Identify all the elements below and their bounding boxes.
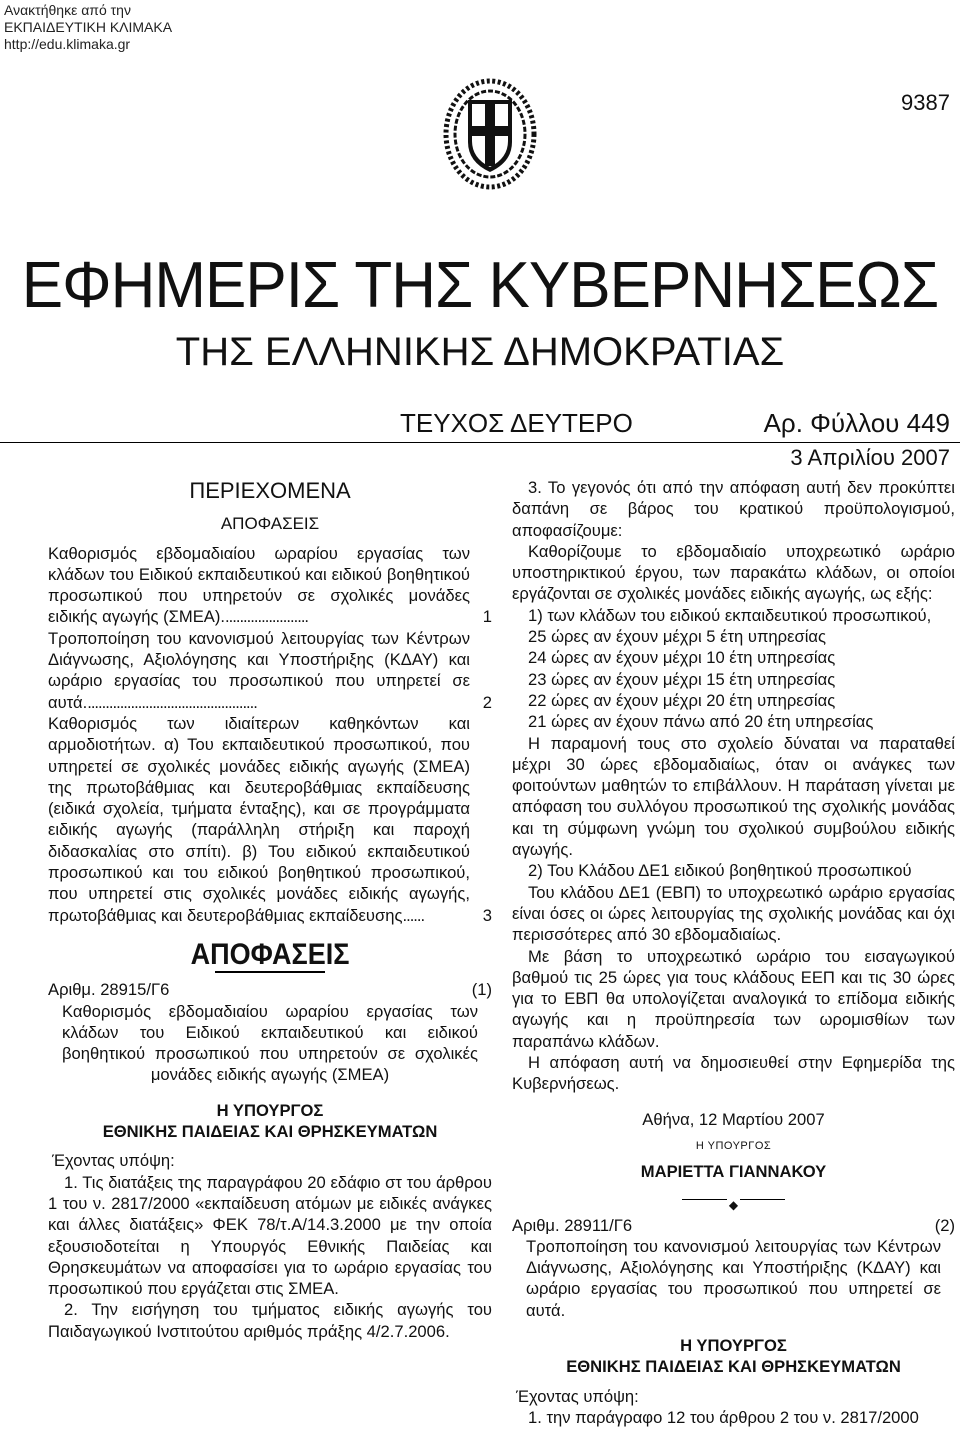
- toc-entry-page: 2: [482, 692, 492, 712]
- decision-title: Τροποποίηση του κανονισμού λειτουργίας των Κέντρων Διάγνωσης, Αξιολόγησης και Υποστήριξης (ΚΔΑΥ) και ωράριο εργασίας του προσωπικού που υπηρετεί σε αυτά.: [526, 1236, 941, 1320]
- gazette-subtitle: ΤΗΣ ΕΛΛΗΝΙΚΗΣ ΔΗΜΟΚΡΑΤΙΑΣ: [175, 330, 785, 374]
- hours-item: 21 ώρες αν έχουν πάνω από 20 έτη υπηρεσίας: [528, 712, 874, 732]
- decision-title: Καθορισμός εβδομαδιαίου ωραρίου εργασίας των κλάδων του Ειδικού εκπαιδευτικού και ειδικού βοηθητικού προσωπικού που υπηρετούν σε σχολικές μονάδες ειδικής αγωγής (ΣΜΕΑ): [62, 1001, 478, 1085]
- decision-number-row: [512, 1215, 955, 1236]
- section-divider: [512, 1193, 955, 1212]
- issue-number: Αρ. Φύλλου 449: [763, 408, 950, 438]
- decision-body: Του κλάδου ΔΕ1 (ΕΒΠ) το υποχρεωτικό ωράριο εργασίας είναι όσες οι ώρες λειτουργίας της σχολικής μονάδας και όχι περισσότερες από 30 εβδομαδιαίως.: [512, 882, 955, 945]
- minister-title: Η ΥΠΟΥΡΓΟΣ: [680, 1335, 787, 1355]
- toc-title: ΠΕΡΙΕΧΟΜΕΝΑ: [189, 478, 351, 503]
- place-date: Αθήνα, 12 Μαρτίου 2007: [642, 1109, 825, 1129]
- signer-title: Η ΥΠΟΥΡΓΟΣ: [695, 1139, 772, 1152]
- issue-type: ΤΕΥΧΟΣ ΔΕΥΤΕΡΟ: [400, 408, 633, 438]
- left-column: [48, 480, 492, 1342]
- gazette-title: ΕΦΗΜΕΡΙΣ ΤΗΣ ΚΥΒΕΡΝΗΣΕΩΣ: [21, 249, 939, 322]
- decision-index: (2): [934, 1215, 955, 1235]
- issue-header: [0, 408, 960, 440]
- header-rule: [0, 442, 960, 443]
- hours-list: [512, 626, 955, 732]
- item-heading: 1) των κλάδων του ειδικού εκπαιδευτικού προσωπικού,: [528, 605, 932, 625]
- having-regard: Έχοντας υπόψη:: [516, 1386, 639, 1406]
- toc-entry-page: 3: [482, 905, 492, 925]
- issue-date: 3 Απριλίου 2007: [790, 445, 950, 470]
- hours-item: 24 ώρες αν έχουν μέχρι 10 έτη υπηρεσίας: [528, 648, 836, 668]
- decision-number-row: [48, 979, 492, 1000]
- toc-entry-page: 1: [482, 607, 492, 627]
- toc-entry[interactable]: Καθορισμός των ιδιαίτερων καθηκόντων και αρμοδιοτήτων. α) Του εκπαιδευτικού προσωπικού, που υπηρετεί σε σχολικές μονάδες ειδικής αγωγής (ΣΜΕΑ) της πρωτοβάθμιας και δευτεροβάθμιας εκπαίδευσης (ειδικά σχολεία, τμήματα ένταξης), και σε προγράμματα ειδικής αγωγής (παράλληλη στήριξη και παροχή διδασκαλίας στο σπίτι). β) Του ειδικού εκπαιδευτικού προσωπικού και του ειδικού βοηθητικού προσωπικού, που υπηρετεί στις σχολικές μονάδες ειδικής αγωγής, πρωτοβάθμιας και δευτεροβάθμιας εκπαίδευσης...... 3: [48, 713, 492, 925]
- hours-item: 22 ώρες αν έχουν μέχρι 20 έτη υπηρεσίας: [528, 690, 836, 710]
- recital-paragraph: 1. την παράγραφο 12 του άρθρου 2 του ν. 2817/2000: [528, 1407, 919, 1427]
- recital-paragraph: 3. Το γεγονός ότι από την απόφαση αυτή δεν προκύπτει δαπάνη σε βάρος του κρατικού προϋπολογισμού, αποφασίζουμε:: [512, 478, 955, 540]
- toc-entry-text: Καθορισμός των ιδιαίτερων καθηκόντων και αρμοδιοτήτων. α) Του εκπαιδευτικού προσωπικού, που υπηρετεί σε σχολικές μονάδες ειδικής αγωγής (ΣΜΕΑ) της πρωτοβάθμιας και δευτεροβάθμιας εκπαίδευσης (ειδικά σχολεία, τμήματα ένταξης), και σε προγράμματα ειδικής αγωγής (παράλληλη στήριξη και παροχή διδασκαλίας στο σπίτι). β) Του ειδικού εκπαιδευτικού προσωπικού και του ειδικού βοηθητικού προσωπικού, που υπηρετεί στις σχολικές μονάδες ειδικής αγωγής, πρωτοβάθμιας και δευτεροβάθμιας εκπαίδευσης: [48, 713, 470, 925]
- toc-entry[interactable]: Καθορισμός εβδομαδιαίου ωραρίου εργασίας των κλάδων του Ειδικού εκπαιδευτικού και ειδικού βοηθητικού προσωπικού που υπηρετούν σε σχολικές μονάδες ειδικής αγωγής (ΣΜΕΑ)........................ 1: [48, 543, 492, 627]
- coat-of-arms-icon: [443, 78, 537, 190]
- toc-entry[interactable]: Τροποποίηση του κανονισμού λειτουργίας των Κέντρων Διάγνωσης, Αξιολόγησης και Υποστήριξης (ΚΔΑΥ) και ωράριο εργασίας του προσωπικού που υπηρετεί σε αυτά................................................ 2: [48, 628, 492, 712]
- page-number: 9387: [901, 90, 950, 115]
- decision-body: Η απόφαση αυτή να δημοσιευθεί στην Εφημερίδα της Κυβερνήσεως.: [512, 1053, 955, 1094]
- ministry-name: ΕΘΝΙΚΗΣ ΠΑΙΔΕΙΑΣ ΚΑΙ ΘΡΗΣΚΕΥΜΑΤΩΝ: [566, 1357, 901, 1377]
- archive-link[interactable]: http://edu.klimaka.gr: [4, 36, 131, 52]
- recital-paragraph: 1. Τις διατάξεις της παραγράφου 20 εδάφιο στ του άρθρου 1 του ν. 2817/2000 «εκπαίδευση ατόμων με ειδικές ανάγκες και άλλες διατάξεις» ΦΕΚ 78/τ.Α/14.3.2000 με την οποία εξουσιοδοτείται η Υπουργός Εθνικής Παιδείας και Θρησκευμάτων να αποφασίσει για το ωράριο εργασίας του προσωπικού που εργάζεται στις ΣΜΕΑ.: [48, 1172, 492, 1299]
- heading-rule: [215, 971, 325, 973]
- recital-paragraph: 2. Την εισήγηση του τμήματος ειδικής αγωγής του Παιδαγωγικού Ινστιτούτου αριθμός πράξης 4/2.7.2006.: [48, 1300, 492, 1341]
- decision-body: Καθορίζουμε το εβδομαδιαίο υποχρεωτικό ωράριο υποστηρικτικού έργου, των παρακάτω κλάδων, οι οποίοι εργάζονται σε σχολικές μονάδες ειδικής αγωγής, ως εξής:: [512, 541, 955, 604]
- minister-title: Η ΥΠΟΥΡΓΟΣ: [216, 1100, 324, 1120]
- diamond-icon: ◆: [728, 1197, 739, 1212]
- ministry-name: ΕΘΝΙΚΗΣ ΠΑΙΔΕΙΑΣ ΚΑΙ ΘΡΗΣΚΕΥΜΑΤΩΝ: [102, 1122, 438, 1142]
- decision-number: Αριθμ. 28911/Γ6: [512, 1215, 633, 1235]
- right-column: [512, 477, 955, 1428]
- hours-item: 25 ώρες αν έχουν μέχρι 5 έτη υπηρεσίας: [528, 627, 826, 647]
- decision-number: Αριθμ. 28915/Γ6: [48, 980, 170, 1000]
- toc-entry-text: Τροποποίηση του κανονισμού λειτουργίας των Κέντρων Διάγνωσης, Αξιολόγησης και Υποστήριξης (ΚΔΑΥ) και ωράριο εργασίας του προσωπικού που υπηρετεί σε αυτά.: [48, 628, 470, 712]
- decision-body: Η παραμονή τους στο σχολείο δύναται να παραταθεί μέχρι 30 ώρες εβδομαδιαίως, όταν οι ανάγκες των φοιτούντων μαθητών το επιβάλλουν. Η παράταση γίνεται με απόφαση του συλλόγου προσωπικού της σχολικής μονάδας και τη σύμφωνη γνώμη του σχολικού συμβούλου ειδικής αγωγής.: [512, 733, 955, 860]
- hours-item: 23 ώρες αν έχουν μέχρι 15 έτη υπηρεσίας: [528, 669, 836, 689]
- toc-entry-text: Καθορισμός εβδομαδιαίου ωραρίου εργασίας των κλάδων του Ειδικού εκπαιδευτικού και ειδικού βοηθητικού προσωπικού που υπηρετούν σε σχολικές μονάδες ειδικής αγωγής (ΣΜΕΑ).: [48, 543, 470, 627]
- archive-notice: [4, 2, 172, 53]
- signer-name: ΜΑΡΙΕΤΤΑ ΓΙΑΝΝΑΚΟΥ: [640, 1162, 827, 1182]
- toc-section: ΑΠΟΦΑΣΕΙΣ: [220, 514, 320, 534]
- archive-line: ΕΚΠΑΙΔΕΥΤΙΚΗ ΚΛΙΜΑΚΑ: [4, 19, 173, 35]
- decisions-heading: ΑΠΟΦΑΣΕΙΣ: [190, 937, 350, 971]
- decision-index: (1): [471, 980, 492, 1000]
- decision-body: Με βάση το υποχρεωτικό ωράριο του εισαγωγικού βαθμού τις 25 ώρες για τους κλάδους ΕΕΠ και τις 30 ώρες για το ΕΒΠ θα υπολογίζεται αναλογικά το επίδομα ειδικής αγωγής και η προϋπηρεσία των ωρομισθίων των παραπάνω κλάδων.: [512, 946, 955, 1051]
- item-heading: 2) Του Κλάδου ΔΕ1 ειδικού βοηθητικού προσωπικού: [528, 861, 912, 881]
- having-regard: Έχοντας υπόψη:: [52, 1151, 175, 1171]
- archive-line: Ανακτήθηκε από την: [4, 2, 131, 18]
